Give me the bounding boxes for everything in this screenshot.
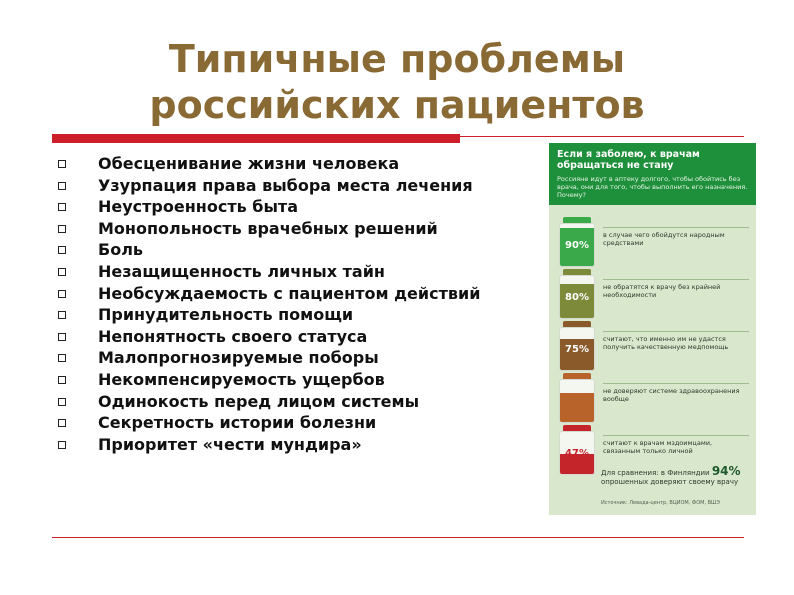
square-bullet-icon — [58, 311, 66, 319]
problem-text: Необсуждаемость с пациентом действий — [98, 283, 481, 303]
problem-text: Монопольность врачебных решений — [98, 218, 438, 238]
jar-percent-label: 68% — [565, 396, 589, 407]
square-bullet-icon — [58, 441, 66, 449]
problem-item — [56, 240, 506, 260]
infographic-subtitle: Россияне идут в аптеку долгого, чтобы обойтись без врача, они для того, чтобы выполнить его назначения. Почему? — [557, 175, 748, 199]
survey-infographic — [549, 143, 756, 515]
survey-row — [549, 257, 756, 309]
square-bullet-icon — [58, 376, 66, 384]
survey-row-text: в случае чего обойдутся народным средствами — [603, 227, 749, 247]
problem-text: Секретность истории болезни — [98, 413, 377, 433]
bottom-divider-line — [52, 537, 744, 538]
square-bullet-icon — [58, 419, 66, 427]
problem-text: Некомпенсируемость ущербов — [98, 369, 385, 389]
survey-row-text: не обратятся к врачу без крайней необходимости — [603, 279, 749, 299]
square-bullet-icon — [58, 160, 66, 168]
infographic-rows — [549, 205, 756, 465]
problem-text: Узурпация права выбора места лечения — [98, 175, 473, 195]
survey-row — [549, 205, 756, 257]
jar-percent-label: 75% — [565, 344, 589, 355]
problem-text: Непонятность своего статуса — [98, 326, 368, 346]
problem-item — [56, 197, 506, 217]
problem-item — [56, 348, 506, 368]
problem-item — [56, 219, 506, 239]
square-bullet-icon — [58, 203, 66, 211]
problem-item — [56, 154, 506, 174]
problems-list — [56, 154, 506, 456]
problem-item — [56, 413, 506, 433]
survey-row-text: считают к врачам мздоимцами, связанным только личной — [603, 435, 749, 455]
square-bullet-icon — [58, 354, 66, 362]
problem-item — [56, 435, 506, 455]
problem-text: Одинокость перед лицом системы — [98, 391, 420, 411]
square-bullet-icon — [58, 290, 66, 298]
problem-item — [56, 370, 506, 390]
square-bullet-icon — [58, 398, 66, 406]
jar-icon — [559, 431, 595, 475]
infographic-source: Источник: Левада-центр, ВЦИОМ, ФОМ, ВШЭ — [601, 500, 720, 506]
page-title — [0, 36, 794, 128]
survey-row — [549, 413, 756, 465]
jar-body — [559, 431, 595, 475]
problem-text: Принудительность помощи — [98, 305, 354, 325]
problem-item — [56, 392, 506, 412]
infographic-header — [549, 143, 756, 205]
square-bullet-icon — [58, 246, 66, 254]
jar-percent-label: 90% — [565, 240, 589, 251]
problem-item — [56, 262, 506, 282]
title-line-1: Типичные проблемы — [168, 37, 626, 81]
survey-row — [549, 361, 756, 413]
problem-text: Приоритет «чести мундира» — [98, 434, 362, 454]
problem-text: Незащищенность личных тайн — [98, 261, 385, 281]
comparison-prefix: Для сравнения: в Финляндии — [601, 469, 710, 477]
infographic-question: Если я заболею, к врачам обращаться не стану — [557, 149, 700, 171]
comparison-suffix: опрошенных доверяют своему врачу — [601, 478, 739, 486]
survey-row-text: считают, что именно им не удастся получить качественную медпомощь — [603, 331, 749, 351]
problem-item — [56, 284, 506, 304]
survey-row — [549, 309, 756, 361]
problem-item — [56, 327, 506, 347]
square-bullet-icon — [58, 333, 66, 341]
jar-percent-label: 80% — [565, 292, 589, 303]
problem-text: Обесценивание жизни человека — [98, 154, 400, 173]
problem-text: Малопрогнозируемые поборы — [98, 348, 379, 368]
problem-item — [56, 176, 506, 196]
problem-item — [56, 305, 506, 325]
problem-text: Боль — [98, 240, 144, 260]
survey-row-text: не доверяют системе здравоохранения вообще — [603, 383, 749, 403]
square-bullet-icon — [58, 182, 66, 190]
square-bullet-icon — [58, 225, 66, 233]
problem-text: Неустроенность быта — [98, 197, 298, 217]
comparison-value: 94% — [711, 464, 741, 478]
top-divider-accent — [52, 134, 460, 143]
square-bullet-icon — [58, 268, 66, 276]
jar-percent-label: 47% — [565, 448, 589, 459]
title-line-2: российских пациентов — [149, 83, 645, 127]
infographic-comparison — [601, 464, 751, 487]
